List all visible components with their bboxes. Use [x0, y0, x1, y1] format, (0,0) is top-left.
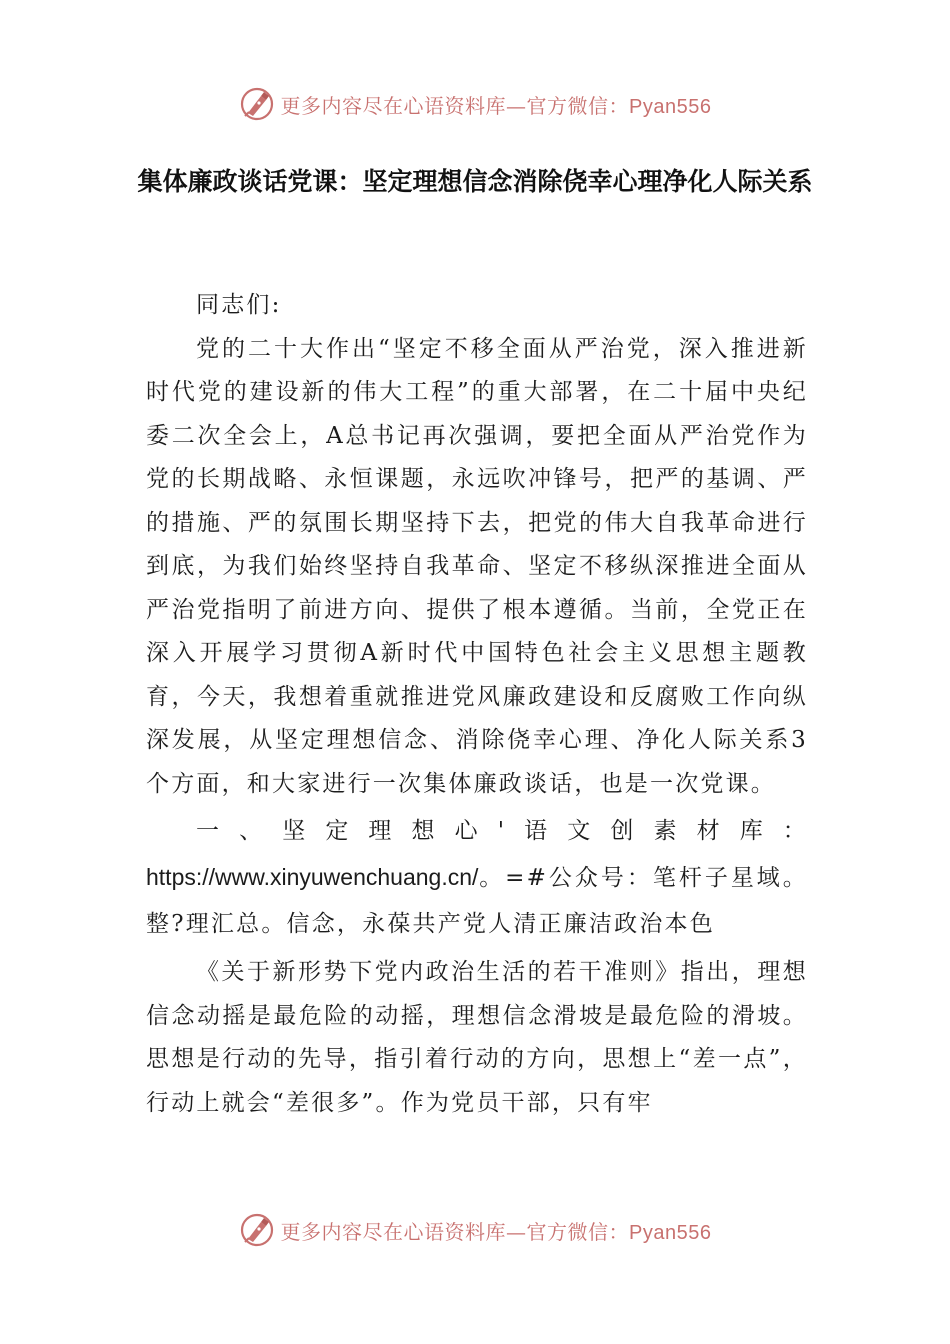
document-body	[146, 284, 808, 1125]
source-url: https://www.xinyuwenchuang.cn/	[146, 864, 479, 890]
banner-text: 更多内容尽在心语资料库—官方微信：Pyan556	[280, 1219, 712, 1244]
pen-nib-logo-icon	[239, 1212, 275, 1248]
section-heading-1: 一、坚定理想心'语文创素材库：https://www.xinyuwenchuang.cn/。=#公众号：笔杆子星域。整?理汇总。信念，永葆共产党人清正廉洁政治本色	[146, 818, 808, 937]
footer-watermark-banner	[0, 1208, 950, 1252]
banner-text: 更多内容尽在心语资料库—官方微信：Pyan556	[280, 93, 712, 118]
salutation: 同志们:	[196, 292, 282, 318]
pen-nib-logo-icon	[239, 86, 275, 122]
header-watermark-banner	[0, 82, 950, 126]
paragraph-intro: 党的二十大作出“坚定不移全面从严治党，深入推进新时代党的建设新的伟大工程”的重大部署，在二十届中央纪委二次全会上，A总书记再次强调，要把全面从严治党作为党的长期战略、永恒课题，永远吹冲锋号，把严的基调、严的措施、严的氛围长期坚持下去，把党的伟大自我革命进行到底，为我们始终坚持自我革命、坚定不移纵深推进全面从严治党指明了前进方向、提供了根本遵循。当前，全党正在深入开展学习贯彻A新时代中国特色社会主义思想主题教育，今天，我想着重就推进党风廉政建设和反腐败工作向纵深发展，从坚定理想信念、消除侥幸心理、净化人际关系3个方面，和大家进行一次集体廉政谈话，也是一次党课。	[146, 335, 808, 797]
document-title: 集体廉政谈话党课：坚定理想信念消除侥幸心理净化人际关系	[137, 167, 813, 196]
paragraph-section-1: 《关于新形势下党内政治生活的若干准则》指出，理想信念动摇是最危险的动摇，理想信念滑坡是最危险的滑坡。思想是行动的先导，指引着行动的方向，思想上“差一点”，行动上就会“差很多”。作为党员干部，只有牢	[146, 959, 808, 1116]
